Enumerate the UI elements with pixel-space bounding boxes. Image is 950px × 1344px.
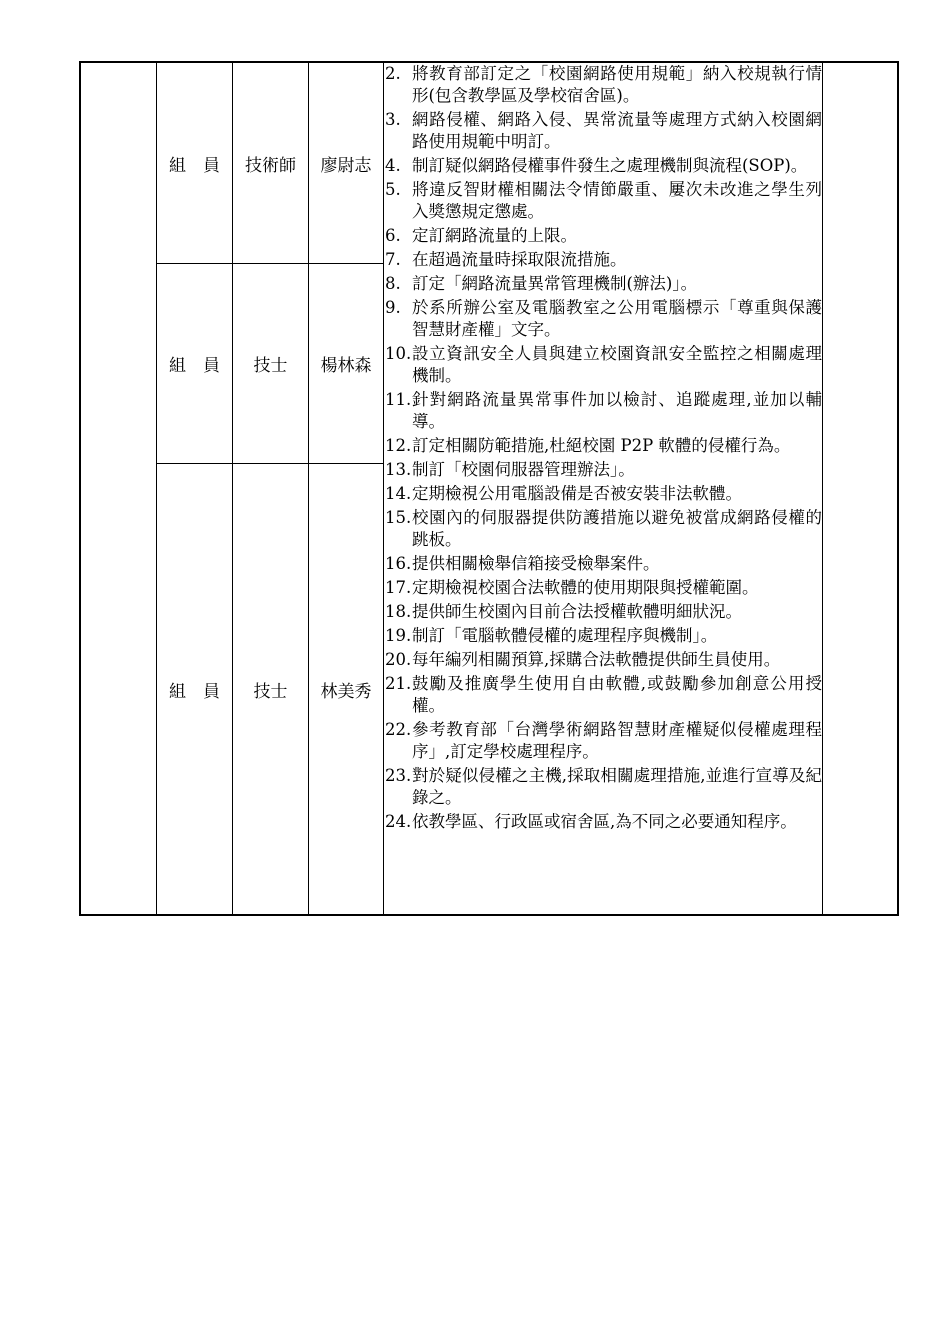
duty-text: 校園內的伺服器提供防護措施以避免被當成網路侵權的跳板。 bbox=[412, 508, 822, 549]
duty-text: 提供相關檢舉信箱接受檢舉案件。 bbox=[412, 554, 660, 573]
duty-number: 12. bbox=[385, 436, 412, 455]
duty-number: 7. bbox=[385, 250, 401, 269]
duty-text: 制訂「電腦軟體侵權的處理程序與機制」。 bbox=[412, 626, 718, 645]
duty-item bbox=[384, 483, 822, 505]
duty-text: 提供師生校園內目前合法授權軟體明細狀況。 bbox=[412, 602, 742, 621]
member-role: 組 員 bbox=[169, 155, 220, 176]
duty-text: 將教育部訂定之「校園網路使用規範」納入校規執行情形(包含教學區及學校宿舍區)。 bbox=[412, 64, 822, 105]
duty-number: 5. bbox=[385, 180, 401, 199]
member-title: 技術師 bbox=[245, 155, 296, 176]
duty-item bbox=[384, 109, 822, 153]
duty-text: 針對網路流量異常事件加以檢討、追蹤處理,並加以輔導。 bbox=[412, 390, 822, 431]
duty-number: 8. bbox=[385, 274, 401, 293]
duty-item bbox=[384, 343, 822, 387]
duty-item bbox=[384, 179, 822, 223]
duty-text: 於系所辦公室及電腦教室之公用電腦標示「尊重與保護智慧財產權」文字。 bbox=[412, 298, 822, 339]
duty-item bbox=[384, 249, 822, 271]
member-title: 技士 bbox=[253, 356, 288, 376]
duty-list bbox=[384, 63, 822, 835]
duty-text: 鼓勵及推廣學生使用自由軟體,或鼓勵參加創意公用授權。 bbox=[412, 674, 822, 715]
duty-text: 每年編列相關預算,採購合法軟體提供師生員使用。 bbox=[412, 650, 781, 669]
duty-number: 4. bbox=[385, 156, 401, 175]
duty-item bbox=[384, 297, 822, 341]
duty-text: 定期檢視公用電腦設備是否被安裝非法軟體。 bbox=[412, 484, 742, 503]
duty-item bbox=[384, 625, 822, 647]
member-title: 技士 bbox=[253, 681, 288, 702]
duty-item bbox=[384, 507, 822, 551]
duty-number: 21. bbox=[385, 674, 412, 693]
duty-number: 3. bbox=[385, 110, 401, 129]
duty-number: 14. bbox=[385, 484, 412, 503]
member-role: 組 員 bbox=[169, 681, 220, 702]
duty-item bbox=[384, 435, 822, 457]
duty-item bbox=[384, 673, 822, 717]
duty-number: 9. bbox=[385, 298, 401, 317]
duty-text: 網路侵權、網路入侵、異常流量等處理方式納入校園網路使用規範中明訂。 bbox=[412, 110, 822, 151]
duty-number: 2. bbox=[385, 64, 401, 83]
duty-item bbox=[384, 63, 822, 107]
duty-number: 6. bbox=[385, 226, 401, 245]
member-name: 林美秀 bbox=[320, 681, 372, 702]
column-divider bbox=[822, 63, 823, 914]
duty-item bbox=[384, 719, 822, 763]
duty-text: 設立資訊安全人員與建立校園資訊安全監控之相關處理機制。 bbox=[412, 344, 822, 385]
duty-number: 11. bbox=[385, 390, 412, 409]
duty-item bbox=[384, 155, 822, 177]
duty-item bbox=[384, 577, 822, 599]
duty-number: 17. bbox=[385, 578, 412, 597]
duty-text: 訂定相關防範措施,杜絕校園 P2P 軟體的侵權行為。 bbox=[412, 436, 791, 455]
duty-text: 定期檢視校園合法軟體的使用期限與授權範圍。 bbox=[412, 578, 759, 597]
duty-table bbox=[79, 61, 899, 916]
duty-item bbox=[384, 389, 822, 433]
duty-text: 將違反智財權相關法令情節嚴重、屢次未改進之學生列入獎懲規定懲處。 bbox=[412, 180, 822, 221]
duty-item bbox=[384, 459, 822, 481]
duty-number: 20. bbox=[385, 650, 412, 669]
duty-number: 19. bbox=[385, 626, 412, 645]
duty-text: 制訂「校園伺服器管理辦法」。 bbox=[412, 460, 635, 479]
duty-item bbox=[384, 765, 822, 809]
member-name: 楊林森 bbox=[320, 356, 372, 376]
duty-text: 定訂網路流量的上限。 bbox=[412, 226, 577, 245]
member-name: 廖尉志 bbox=[320, 155, 372, 176]
duty-text: 制訂疑似網路侵權事件發生之處理機制與流程(SOP)。 bbox=[412, 156, 808, 175]
duty-number: 10. bbox=[385, 344, 412, 363]
duty-number: 24. bbox=[385, 812, 412, 831]
duty-item bbox=[384, 553, 822, 575]
duty-number: 16. bbox=[385, 554, 412, 573]
duty-number: 15. bbox=[385, 508, 412, 527]
duty-number: 18. bbox=[385, 602, 412, 621]
duty-text: 參考教育部「台灣學術網路智慧財產權疑似侵權處理程序」,訂定學校處理程序。 bbox=[412, 720, 822, 761]
member-role: 組 員 bbox=[169, 356, 220, 376]
duty-item bbox=[384, 649, 822, 671]
duty-text: 依教學區、行政區或宿舍區,為不同之必要通知程序。 bbox=[412, 812, 797, 831]
duty-item bbox=[384, 225, 822, 247]
duty-text: 在超過流量時採取限流措施。 bbox=[412, 250, 627, 269]
duty-item bbox=[384, 601, 822, 623]
duty-number: 23. bbox=[385, 766, 412, 785]
duty-text: 訂定「網路流量異常管理機制(辦法)」。 bbox=[412, 274, 698, 293]
duty-item bbox=[384, 811, 822, 833]
duty-text: 對於疑似侵權之主機,採取相關處理措施,並進行宣導及紀錄之。 bbox=[412, 766, 822, 807]
duty-number: 22. bbox=[385, 720, 412, 739]
duty-number: 13. bbox=[385, 460, 412, 479]
duty-item bbox=[384, 273, 822, 295]
